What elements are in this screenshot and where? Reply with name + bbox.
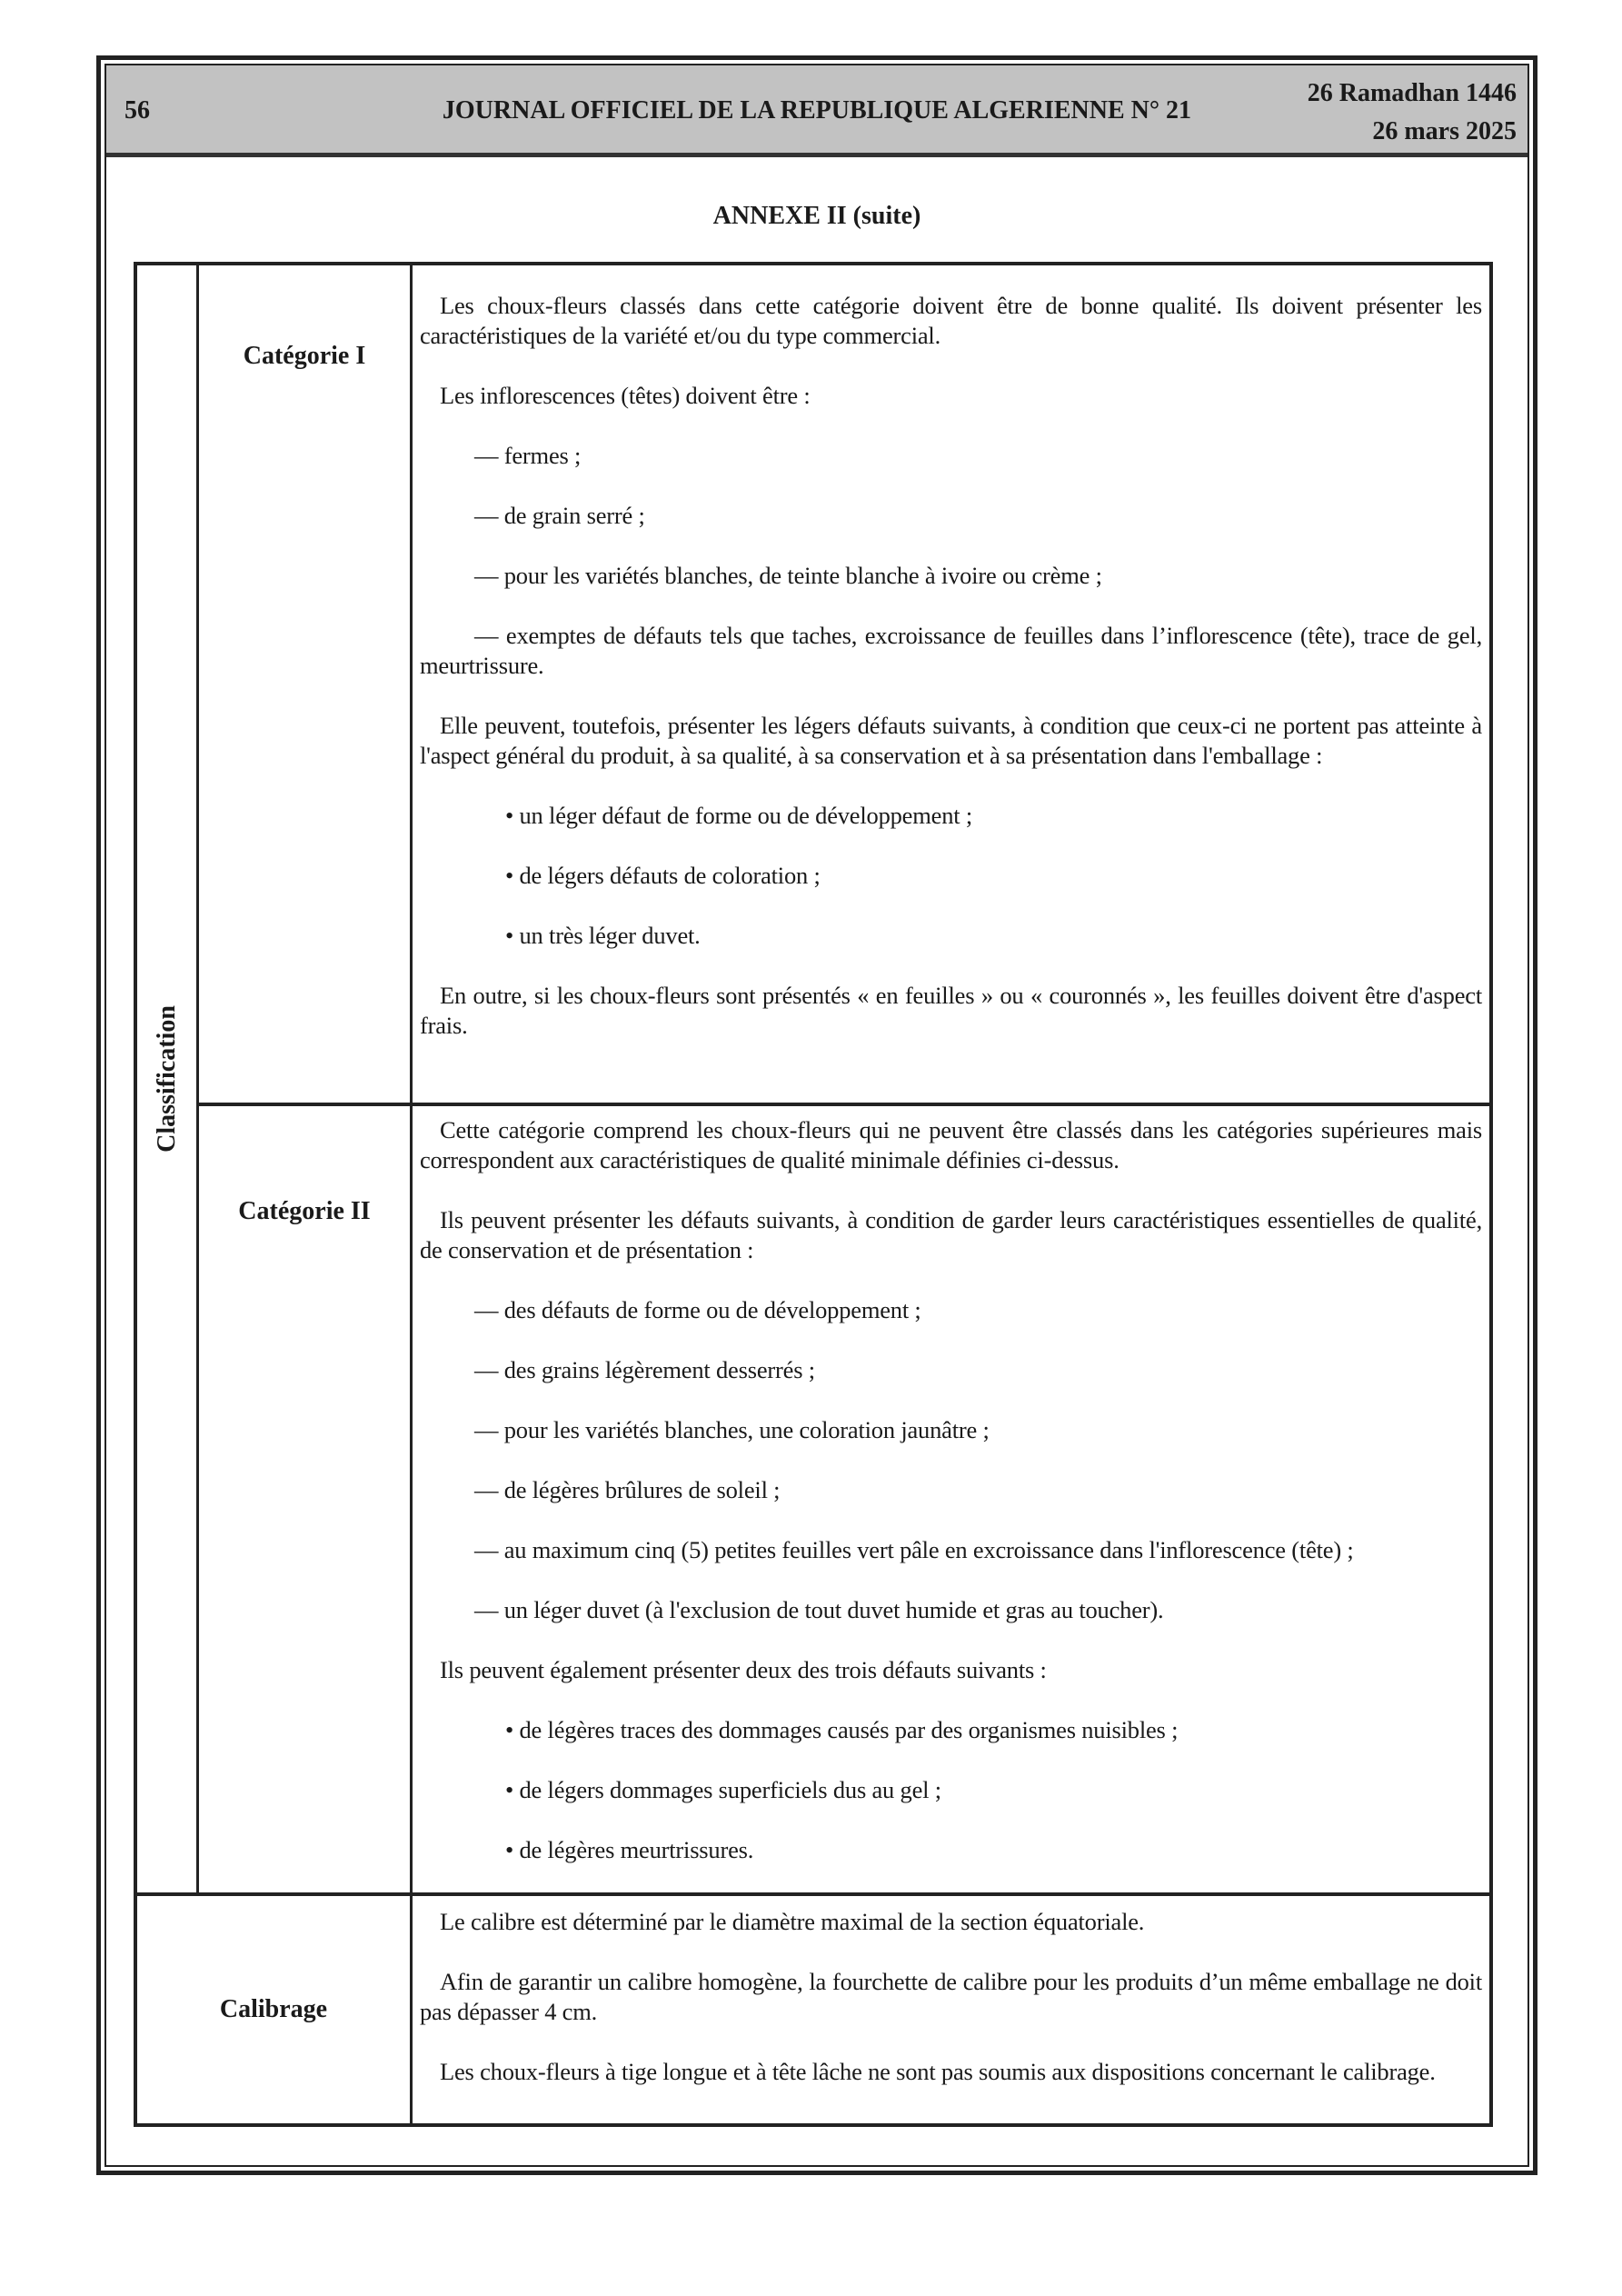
gregorian-date: 26 mars 2025 [1372,117,1517,145]
paragraph: Les choux-fleurs à tige longue et à tête lâche ne sont pas soumis aux dispositions concernant le calibrage. [440,2058,1436,2085]
annex-table [134,262,1493,2127]
page-number: 56 [124,96,150,125]
category-1-label: Catégorie I [199,265,413,1106]
dash-item: — pour les variétés blanches, de teinte blanche à ivoire ou crème ; [474,562,1102,589]
paragraph: Ils peuvent également présenter deux des trois défauts suivants : [440,1656,1047,1683]
dash-item: — un léger duvet (à l'exclusion de tout duvet humide et gras au toucher). [474,1596,1164,1623]
paragraph: En outre, si les choux-fleurs sont présentés « en feuilles » ou « couronnés », les feuilles doivent être d'aspect frais. [420,982,1482,1039]
bullet-item: • un léger défaut de forme ou de développement ; [505,802,973,829]
dash-item: — au maximum cinq (5) petites feuilles vert pâle en excroissance dans l'inflorescence (tête) ; [474,1536,1354,1563]
annex-title: ANNEXE II (suite) [712,202,921,230]
paragraph: Cette catégorie comprend les choux-fleurs qui ne peuvent être classés dans les catégories supérieures mais correspondent aux caractéristiques de qualité minimale définies ci-dessus. [420,1116,1482,1173]
classification-cell [137,265,199,1892]
dash-item: — de légères brûlures de soleil ; [474,1476,781,1503]
dash-item: — des grains légèrement desserrés ; [474,1356,815,1383]
calibrage-text [413,1896,1489,2123]
paragraph: Elle peuvent, toutefois, présenter les légers défauts suivants, à condition que ceux-ci ne portent pas atteinte à l'aspect général du produit, à sa qualité, à sa conservation et à sa présentation dans l'emballage : [420,712,1482,769]
category-2-text [413,1106,1489,1892]
calibrage-label-text: Calibrage [219,1995,328,2023]
dash-item: — pour les variétés blanches, une coloration jaunâtre ; [474,1416,990,1443]
journal-title: JOURNAL OFFICIEL DE LA REPUBLIQUE ALGERIENNE N° 21 [442,96,1192,125]
page-frame-inner [104,64,1529,2167]
bullet-item: • de légers dommages superficiels dus au gel ; [505,1776,941,1803]
journal-header [106,65,1527,157]
paragraph: Ils peuvent présenter les défauts suivants, à condition de garder leurs caractéristiques essentielles de qualité, de conservation et de présentation : [420,1206,1482,1263]
calibrage-label [137,1896,413,2123]
paragraph: Les inflorescences (têtes) doivent être : [440,382,811,409]
classification-label: Classification [152,1005,181,1153]
hijri-date: 26 Ramadhan 1446 [1307,79,1517,107]
category-2-label: Catégorie II [199,1106,413,1892]
bullet-item: • de légères traces des dommages causés par des organismes nuisibles ; [505,1716,1179,1743]
bullet-item: • de légères meurtrissures. [505,1836,754,1863]
paragraph: Afin de garantir un calibre homogène, la fourchette de calibre pour les produits d’un même emballage ne doit pas dépasser 4 cm. [420,1968,1482,2025]
dash-item: — exemptes de défauts tels que taches, excroissance de feuilles dans l’inflorescence (tête), trace de gel, meurtrissure. [420,622,1482,679]
category-1-text [413,265,1489,1106]
bullet-item: • de légers défauts de coloration ; [505,862,821,889]
dash-item: — de grain serré ; [474,502,645,529]
page-frame [96,55,1537,2175]
paragraph: Le calibre est déterminé par le diamètre maximal de la section équatoriale. [440,1908,1145,1935]
dash-item: — des défauts de forme ou de développement ; [474,1296,921,1323]
dash-item: — fermes ; [474,442,582,469]
bullet-item: • un très léger duvet. [505,922,701,949]
issue-date [1308,75,1517,151]
paragraph: Les choux-fleurs classés dans cette catégorie doivent être de bonne qualité. Ils doivent présenter les caractéristiques de la variété et/ou du type commercial. [420,292,1482,349]
